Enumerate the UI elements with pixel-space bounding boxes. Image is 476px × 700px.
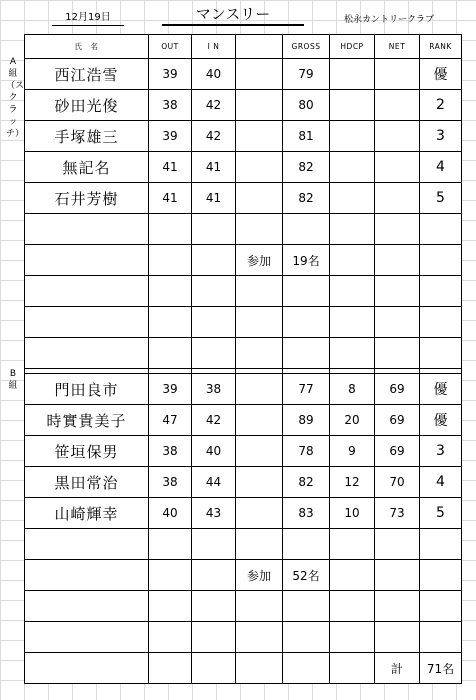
- net-score: 69: [375, 436, 420, 467]
- net-score: [375, 121, 420, 152]
- net-score: [375, 183, 420, 214]
- gross-score: 82: [283, 183, 330, 214]
- out-score: 38: [149, 90, 192, 121]
- club-name: 松永カントリークラブ: [344, 15, 435, 25]
- rank-value: 5: [420, 183, 462, 214]
- col-header-in: I N: [192, 35, 236, 59]
- net-score: 73: [375, 498, 420, 529]
- out-score: 38: [149, 467, 192, 498]
- player-name: 無記名: [25, 152, 149, 183]
- empty-row: [25, 622, 462, 653]
- hdcp-value: [330, 90, 375, 121]
- in-score: 44: [192, 467, 236, 498]
- hdcp-value: 8: [330, 374, 375, 405]
- empty-row: [25, 591, 462, 622]
- in-score: 43: [192, 498, 236, 529]
- blank-cell: [236, 405, 283, 436]
- gross-score: 79: [283, 59, 330, 90]
- rank-value: 5: [420, 498, 462, 529]
- col-header-hdcp: HDCP: [330, 35, 375, 59]
- empty-row: [25, 276, 462, 307]
- gross-score: 82: [283, 467, 330, 498]
- participation-label: 参加: [236, 245, 283, 276]
- participation-label: 参加: [236, 560, 283, 591]
- gross-score: 77: [283, 374, 330, 405]
- table-row: [25, 498, 462, 529]
- rank-value: 優: [420, 405, 462, 436]
- col-header-gross: GROSS: [283, 35, 330, 59]
- gross-score: 80: [283, 90, 330, 121]
- page-title: マンスリー: [195, 5, 271, 23]
- out-score: 41: [149, 183, 192, 214]
- total-row: [25, 653, 462, 684]
- table-row: [25, 183, 462, 214]
- gross-score: 83: [283, 498, 330, 529]
- gross-score: 81: [283, 121, 330, 152]
- player-name: 砂田光俊: [25, 90, 149, 121]
- net-score: 69: [375, 374, 420, 405]
- header-row: [25, 35, 462, 59]
- table-row: [25, 121, 462, 152]
- blank-cell: [236, 152, 283, 183]
- participation-count: 52名: [283, 560, 330, 591]
- hdcp-value: 12: [330, 467, 375, 498]
- hdcp-value: [330, 183, 375, 214]
- rank-value: 3: [420, 121, 462, 152]
- group-a-label: A組（スクラッチ）: [6, 57, 25, 139]
- in-score: 41: [192, 152, 236, 183]
- blank-cell: [236, 183, 283, 214]
- gross-score: 78: [283, 436, 330, 467]
- hdcp-value: 20: [330, 405, 375, 436]
- in-score: 40: [192, 59, 236, 90]
- col-header-net: NET: [375, 35, 420, 59]
- hdcp-value: 10: [330, 498, 375, 529]
- net-score: 70: [375, 467, 420, 498]
- table-row: [25, 405, 462, 436]
- player-name: 西江浩雪: [25, 59, 149, 90]
- player-name: 山崎輝幸: [25, 498, 149, 529]
- date-label: 12月19日: [52, 10, 124, 26]
- group-b-label: B組: [8, 369, 18, 391]
- total-value: 71名: [420, 653, 462, 684]
- gross-score: 89: [283, 405, 330, 436]
- empty-row: [25, 214, 462, 245]
- blank-cell: [236, 90, 283, 121]
- rank-value: 優: [420, 374, 462, 405]
- empty-row: [25, 307, 462, 338]
- rank-value: 優: [420, 59, 462, 90]
- player-name: 手塚雄三: [25, 121, 149, 152]
- blank-cell: [236, 59, 283, 90]
- rank-value: 4: [420, 467, 462, 498]
- rank-value: 3: [420, 436, 462, 467]
- player-name: 笹垣保男: [25, 436, 149, 467]
- out-score: 39: [149, 59, 192, 90]
- empty-row: [25, 529, 462, 560]
- empty-row: [25, 338, 462, 369]
- net-score: [375, 59, 420, 90]
- out-score: 41: [149, 152, 192, 183]
- col-header-name: 氏 名: [25, 35, 149, 59]
- blank-cell: [236, 121, 283, 152]
- in-score: 41: [192, 183, 236, 214]
- player-name: 門田良市: [25, 374, 149, 405]
- table-row: [25, 436, 462, 467]
- table-row: [25, 467, 462, 498]
- net-score: [375, 90, 420, 121]
- hdcp-value: [330, 121, 375, 152]
- title-underline: [162, 24, 304, 26]
- hdcp-value: [330, 152, 375, 183]
- gross-score: 82: [283, 152, 330, 183]
- total-label: 計: [375, 653, 420, 684]
- rank-value: 4: [420, 152, 462, 183]
- in-score: 40: [192, 436, 236, 467]
- in-score: 42: [192, 121, 236, 152]
- out-score: 47: [149, 405, 192, 436]
- table-row: [25, 90, 462, 121]
- in-score: 42: [192, 90, 236, 121]
- blank-cell: [236, 467, 283, 498]
- col-header-blank: [236, 35, 283, 59]
- participation-row: [25, 245, 462, 276]
- col-header-rank: RANK: [420, 35, 462, 59]
- col-header-out: OUT: [149, 35, 192, 59]
- out-score: 38: [149, 436, 192, 467]
- player-name: 黒田常治: [25, 467, 149, 498]
- score-table: [24, 34, 462, 684]
- table-row: [25, 152, 462, 183]
- out-score: 39: [149, 374, 192, 405]
- table-row: [25, 374, 462, 405]
- hdcp-value: 9: [330, 436, 375, 467]
- in-score: 38: [192, 374, 236, 405]
- player-name: 石井芳樹: [25, 183, 149, 214]
- net-score: 69: [375, 405, 420, 436]
- net-score: [375, 152, 420, 183]
- participation-count: 19名: [283, 245, 330, 276]
- rank-value: 2: [420, 90, 462, 121]
- blank-cell: [236, 498, 283, 529]
- blank-cell: [236, 436, 283, 467]
- in-score: 42: [192, 405, 236, 436]
- table-row: [25, 59, 462, 90]
- out-score: 40: [149, 498, 192, 529]
- blank-cell: [236, 374, 283, 405]
- out-score: 39: [149, 121, 192, 152]
- participation-row: [25, 560, 462, 591]
- player-name: 時實貴美子: [25, 405, 149, 436]
- hdcp-value: [330, 59, 375, 90]
